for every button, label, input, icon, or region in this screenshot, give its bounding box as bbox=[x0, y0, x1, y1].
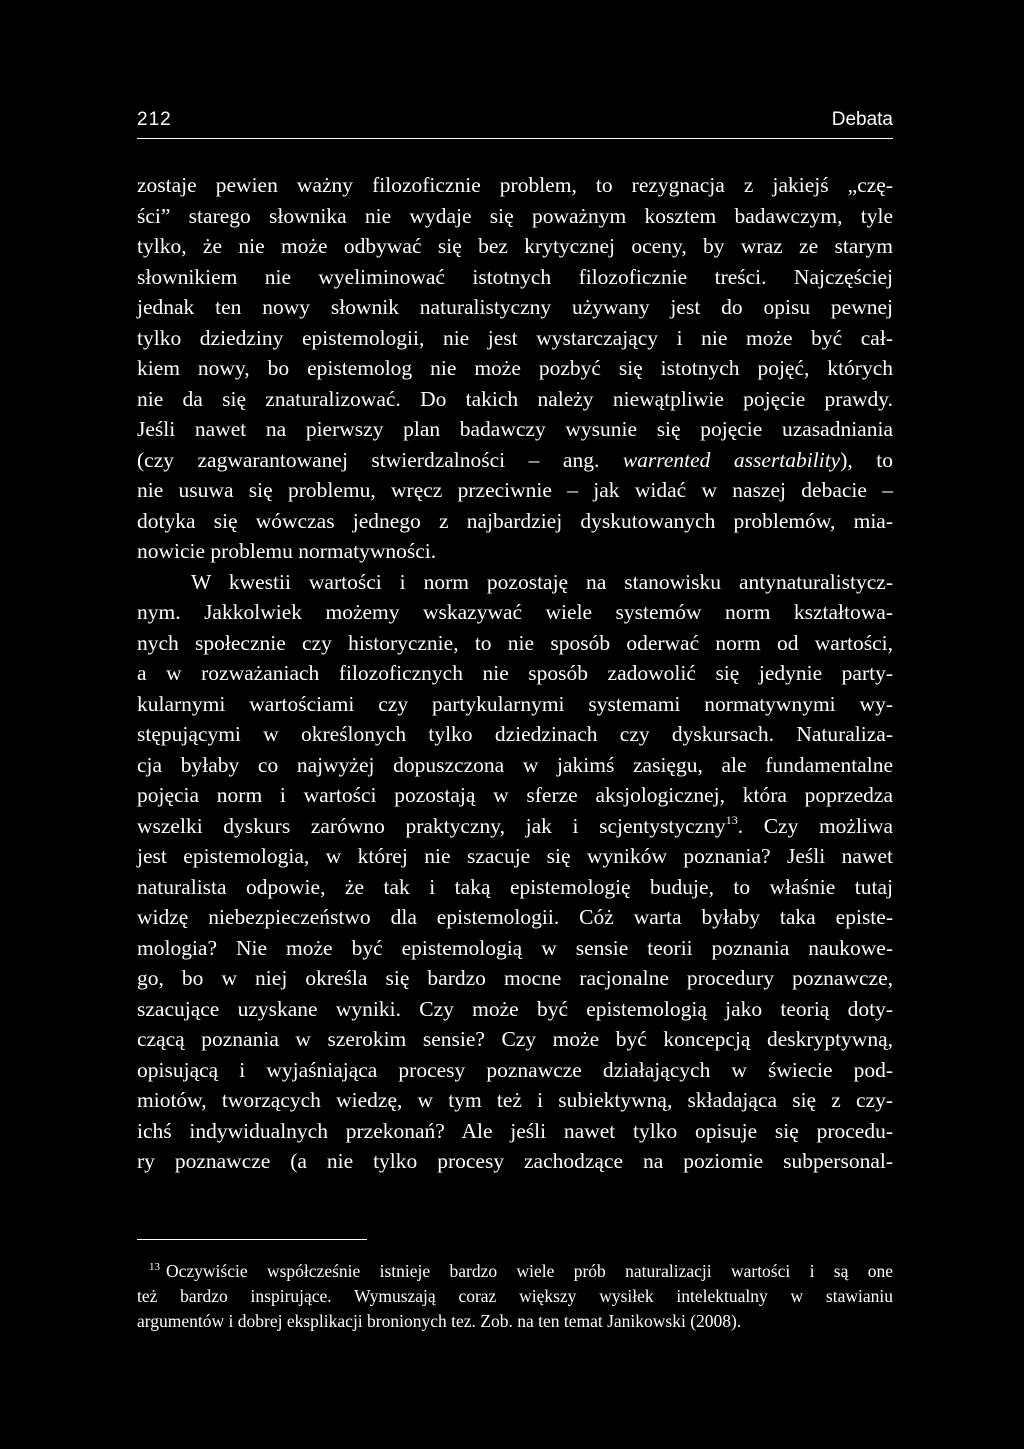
text-line: a w rozważaniach filozoficznych nie sposób zadowolić się jedynie party- bbox=[137, 661, 893, 685]
text-line: naturalista odpowie, że tak i taką epistemologię buduje, to właśnie tutaj bbox=[137, 874, 893, 899]
text-line: nowicie problemu normatywności. bbox=[137, 539, 437, 563]
text-line: stępującymi w określonych tylko dziedzinach czy dyskursach. Naturaliza- bbox=[137, 722, 893, 746]
text-line: nie usuwa się problemu, wręcz przeciwnie – jak widać w naszej debacie – bbox=[137, 478, 893, 502]
text-line: nie da się znaturalizować. Do takich należy niewątpliwie pojęcie prawdy. bbox=[137, 386, 893, 411]
text-line: opisującą i wyjaśniająca procesy poznawcze działających w świecie pod- bbox=[137, 1057, 893, 1082]
text-line: jednak ten nowy słownik naturalistyczny używany jest do opisu pewnej bbox=[137, 295, 893, 319]
text-line: ichś indywidualnych przekonań? Ale jeśli nawet tylko opisuje się procedu- bbox=[137, 1118, 893, 1143]
paragraph-first-line: W kwestii wartości i norm pozostaję na stanowisku antynaturalistycz- bbox=[191, 569, 893, 594]
footnote-text: Oczywiście współcześnie istnieje bardzo wiele prób naturalizacji wartości i są one bbox=[166, 1261, 893, 1281]
text-segment: wszelki dyskurs zarówno praktyczny, jak i scjentystyczny bbox=[137, 813, 726, 838]
footnote-line: argumentów i dobrej eksplikacji bronionych tez. Zob. na ten temat Janikowski (2008). bbox=[137, 1311, 742, 1331]
footnote bbox=[137, 1259, 893, 1334]
footnote-line bbox=[137, 1259, 893, 1284]
text-line: tylko, że nie może odbywać się bez krytycznej oceny, by wraz ze starym bbox=[137, 234, 893, 258]
footnote-line: też bardzo inspirujące. Wymuszają coraz większy wysiłek intelektualny w stawianiu bbox=[137, 1286, 893, 1306]
text-line: ści” starego słownika nie wydaje się poważnym kosztem badawczym, tyle bbox=[137, 203, 893, 228]
text-line: ry poznawcze (a nie tylko procesy zachodzące na poziomie subpersonal- bbox=[137, 1149, 893, 1173]
running-head bbox=[137, 106, 893, 139]
text-line: tylko dziedziny epistemologii, nie jest wystarczający i nie może być cał- bbox=[137, 325, 893, 350]
footnote-reference[interactable]: 13 bbox=[725, 812, 738, 827]
text-segment: ), to bbox=[840, 447, 893, 472]
text-line: cja byłaby co najwyżej dopuszczona w jakimś zasięgu, ale fundamentalne bbox=[137, 752, 893, 777]
footnote-marker: 13 bbox=[149, 1261, 160, 1273]
page-number: 212 bbox=[137, 109, 172, 130]
text-line: mologia? Nie może być epistemologią w sensie teorii poznania naukowe- bbox=[137, 935, 893, 960]
running-head-title: Debata bbox=[831, 109, 893, 130]
text-line: nych społecznie czy historycznie, to nie sposób oderwać norm od wartości, bbox=[137, 630, 893, 655]
text-line: czącą poznania w szerokim sensie? Czy może być koncepcją deskryptywną, bbox=[137, 1027, 893, 1051]
footnote-separator bbox=[137, 1239, 367, 1240]
text-line: nym. Jakkolwiek możemy wskazywać wiele systemów norm kształtowa- bbox=[137, 600, 893, 624]
text-line: widzę niebezpieczeństwo dla epistemologii. Cóż warta byłaby taka episte- bbox=[137, 905, 893, 929]
text-line: miotów, tworzących wiedzę, w tym też i subiektywną, składająca się z czy- bbox=[137, 1088, 893, 1112]
text-line: pojęcia norm i wartości pozostają w sferze aksjologicznej, która poprzedza bbox=[137, 783, 893, 807]
text-line: szacujące uzyskane wyniki. Czy może być epistemologią jako teorią doty- bbox=[137, 996, 893, 1021]
text-segment: . Czy możliwa bbox=[737, 813, 893, 838]
text-line-with-footnote-ref bbox=[137, 811, 893, 842]
italic-term: warrented assertability bbox=[622, 447, 841, 472]
text-line: kularnymi wartościami czy partykularnymi systemami normatywnymi wy- bbox=[137, 691, 893, 716]
text-line: dotyka się wówczas jednego z najbardziej dyskutowanych problemów, mia- bbox=[137, 508, 893, 533]
text-line: kiem nowy, bo epistemolog nie może pozbyć się istotnych pojęć, których bbox=[137, 356, 893, 380]
text-line: słownikiem nie wyeliminować istotnych filozoficznie treści. Najczęściej bbox=[137, 264, 893, 289]
text-segment: (czy zagwarantowanej stwierdzalności – ang. bbox=[137, 447, 623, 472]
text-line: Jeśli nawet na pierwszy plan badawczy wysunie się pojęcie uzasadniania bbox=[137, 417, 893, 441]
main-text bbox=[137, 170, 893, 1177]
text-line: jest epistemologia, w której nie szacuje się wyników poznania? Jeśli nawet bbox=[137, 844, 893, 868]
text-line: zostaje pewien ważny filozoficznie problem, to rezygnacja z jakiejś „czę- bbox=[137, 173, 893, 197]
text-line-with-italic bbox=[137, 445, 893, 476]
text-line: go, bo w niej określa się bardzo mocne racjonalne procedury poznawcze, bbox=[137, 966, 893, 990]
